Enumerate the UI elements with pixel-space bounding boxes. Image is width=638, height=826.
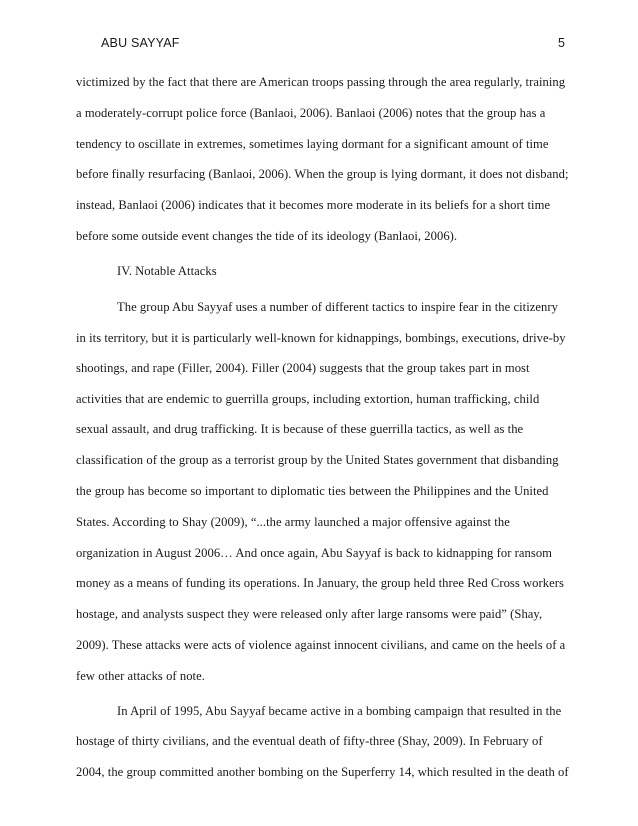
body-line: a moderately-corrupt police force (Banlaoi, 2006). Banlaoi (2006) notes that the group has a bbox=[76, 106, 546, 120]
body-line: States. According to Shay (2009), “...the army launched a major offensive against the bbox=[76, 515, 510, 529]
running-head: ABU SAYYAF bbox=[101, 36, 180, 50]
body-line: hostage, and analysts suspect they were released only after large ransoms were paid” (Shay, bbox=[76, 607, 543, 621]
body-line: classification of the group as a terrorist group by the United States government that disbanding bbox=[76, 453, 559, 467]
body-line: victimized by the fact that there are American troops passing through the area regularly, training bbox=[76, 75, 566, 89]
body-line: tendency to oscillate in extremes, sometimes laying dormant for a significant amount of time bbox=[76, 137, 549, 151]
body-line: money as a means of funding its operations. In January, the group held three Red Cross workers bbox=[76, 576, 564, 590]
section-heading: IV. Notable Attacks bbox=[117, 264, 217, 278]
body-line: activities that are endemic to guerrilla groups, including extortion, human trafficking, child bbox=[76, 392, 540, 406]
body-line: in its territory, but it is particularly well-known for kidnappings, bombings, executions, drive-by bbox=[76, 331, 566, 345]
body-line: few other attacks of note. bbox=[76, 669, 205, 683]
body-line: 2009). These attacks were acts of violence against innocent civilians, and came on the heels of a bbox=[76, 638, 566, 652]
body-line: the group has become so important to diplomatic ties between the Philippines and the United bbox=[76, 484, 549, 498]
body-line: The group Abu Sayyaf uses a number of different tactics to inspire fear in the citizenry bbox=[117, 300, 558, 314]
page-number: 5 bbox=[558, 36, 565, 50]
body-line: before some outside event changes the tide of its ideology (Banlaoi, 2006). bbox=[76, 229, 458, 243]
body-line: 2004, the group committed another bombing on the Superferry 14, which resulted in the death of bbox=[76, 765, 569, 779]
body-line: hostage of thirty civilians, and the eventual death of fifty-three (Shay, 2009). In February of bbox=[76, 734, 543, 748]
body-line: before finally resurfacing (Banlaoi, 2006). When the group is lying dormant, it does not disband; bbox=[76, 167, 569, 181]
body-line: instead, Banlaoi (2006) indicates that it becomes more moderate in its beliefs for a short time bbox=[76, 198, 551, 212]
body-line: shootings, and rape (Filler, 2004). Filler (2004) suggests that the group takes part in most bbox=[76, 361, 530, 375]
body-line: In April of 1995, Abu Sayyaf became active in a bombing campaign that resulted in the bbox=[117, 704, 562, 718]
body-line: organization in August 2006… And once again, Abu Sayyaf is back to kidnapping for ransom bbox=[76, 546, 553, 560]
body-line: sexual assault, and drug trafficking. It is because of these guerrilla tactics, as well as the bbox=[76, 422, 524, 436]
